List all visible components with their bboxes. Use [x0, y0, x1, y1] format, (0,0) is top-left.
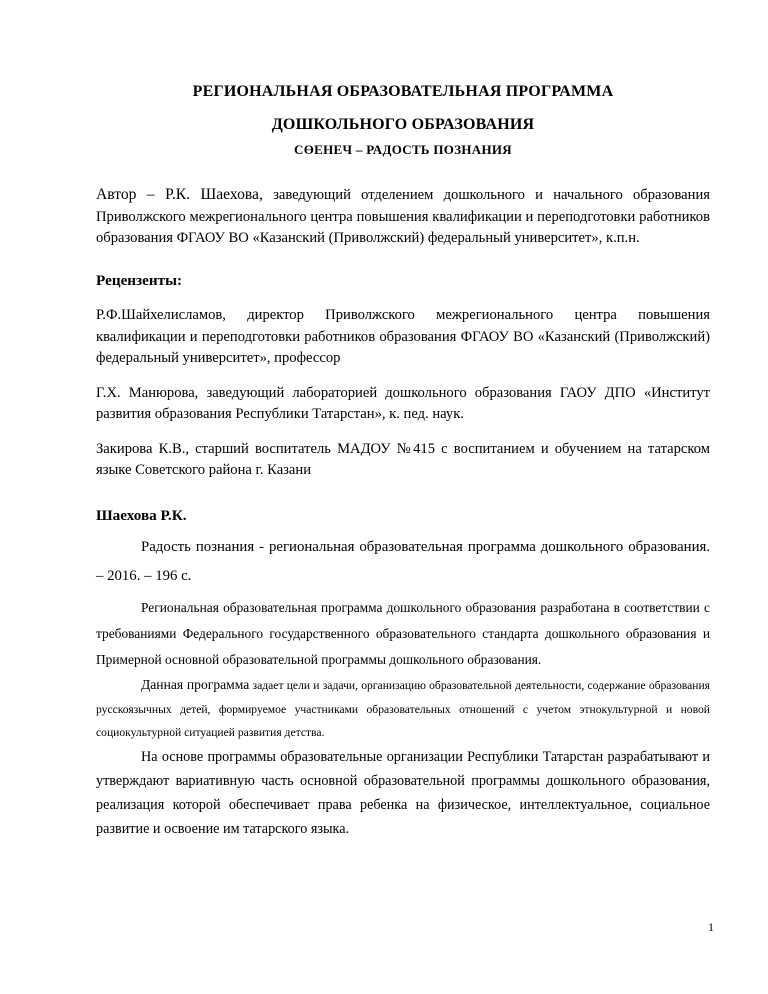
annotation-2-lead: Данная программа	[141, 677, 250, 692]
author-name: Автор – Р.К. Шаехова,	[96, 186, 263, 203]
reviewer-paragraph: Закирова К.В., старший воспитатель МАДОУ №415 с воспитанием и обучением на татарском языке Советского района г. Казани	[96, 440, 710, 478]
doc-title-line2: ДОШКОЛЬНОГО ОБРАЗОВАНИЯ	[271, 116, 535, 133]
reviewer-paragraph: Р.Ф.Шайхелисламов, директор Приволжского межрегионального центра повышения квалификации и переподготовки работников образования ФГАОУ ВО «Казанский (Приволжский) федеральный университет», профессор	[96, 307, 710, 366]
page-number: 1	[708, 920, 714, 934]
author-paragraph	[96, 184, 710, 250]
book-author-heading: Шаехова Р.К.	[96, 506, 187, 524]
annotation-paragraph-3: На основе программы образовательные организации Республики Татарстан разрабатывают и утверждают вариативную часть основной образовательной программы дошкольного образования, реализация которой обеспечивает права ребенка на физическое, интеллектуальное, социальное развитие и освоение им татарского языка.	[96, 748, 710, 837]
reviewer-paragraph: Г.Х. Манюрова, заведующий лабораторией дошкольного образования ГАОУ ДПО «Институт развития образования Республики Татарстан», к. пед. наук.	[96, 384, 710, 422]
doc-title-line1: РЕГИОНАЛЬНАЯ ОБРАЗОВАТЕЛЬНАЯ ПРОГРАММА	[192, 83, 614, 100]
author-description: заведующий отделением дошкольного и начального образования Приволжского межрегионального центра повышения квалификации и переподготовки работников образования ФГАОУ ВО «Казанский (Приволжский) федеральный университет», к.п.н.	[96, 187, 710, 246]
bibliography-paragraph: Радость познания - региональная образовательная программа дошкольного образования. – 2016. – 196 с.	[96, 539, 710, 584]
annotation-paragraph-1: Региональная образовательная программа дошкольного образования разработана в соответствии с требованиями Федерального государственного образовательного стандарта дошкольного образования и Примерной основной образовательной программы дошкольного образования.	[96, 600, 710, 667]
annotation-paragraph-2	[96, 673, 710, 745]
reviewers-heading: Рецензенты:	[96, 271, 183, 289]
doc-subtitle: СӨЕНЕЧ – РАДОСТЬ ПОЗНАНИЯ	[294, 142, 512, 157]
document-content	[96, 84, 710, 841]
annotation-2-rest: задает цели и задачи, организацию образовательной деятельности, содержание образования русскоязычных детей, формируемое участниками образовательных отношений с учетом этнокультурной и новой социокультурной ситуацией развития детства.	[96, 679, 710, 739]
